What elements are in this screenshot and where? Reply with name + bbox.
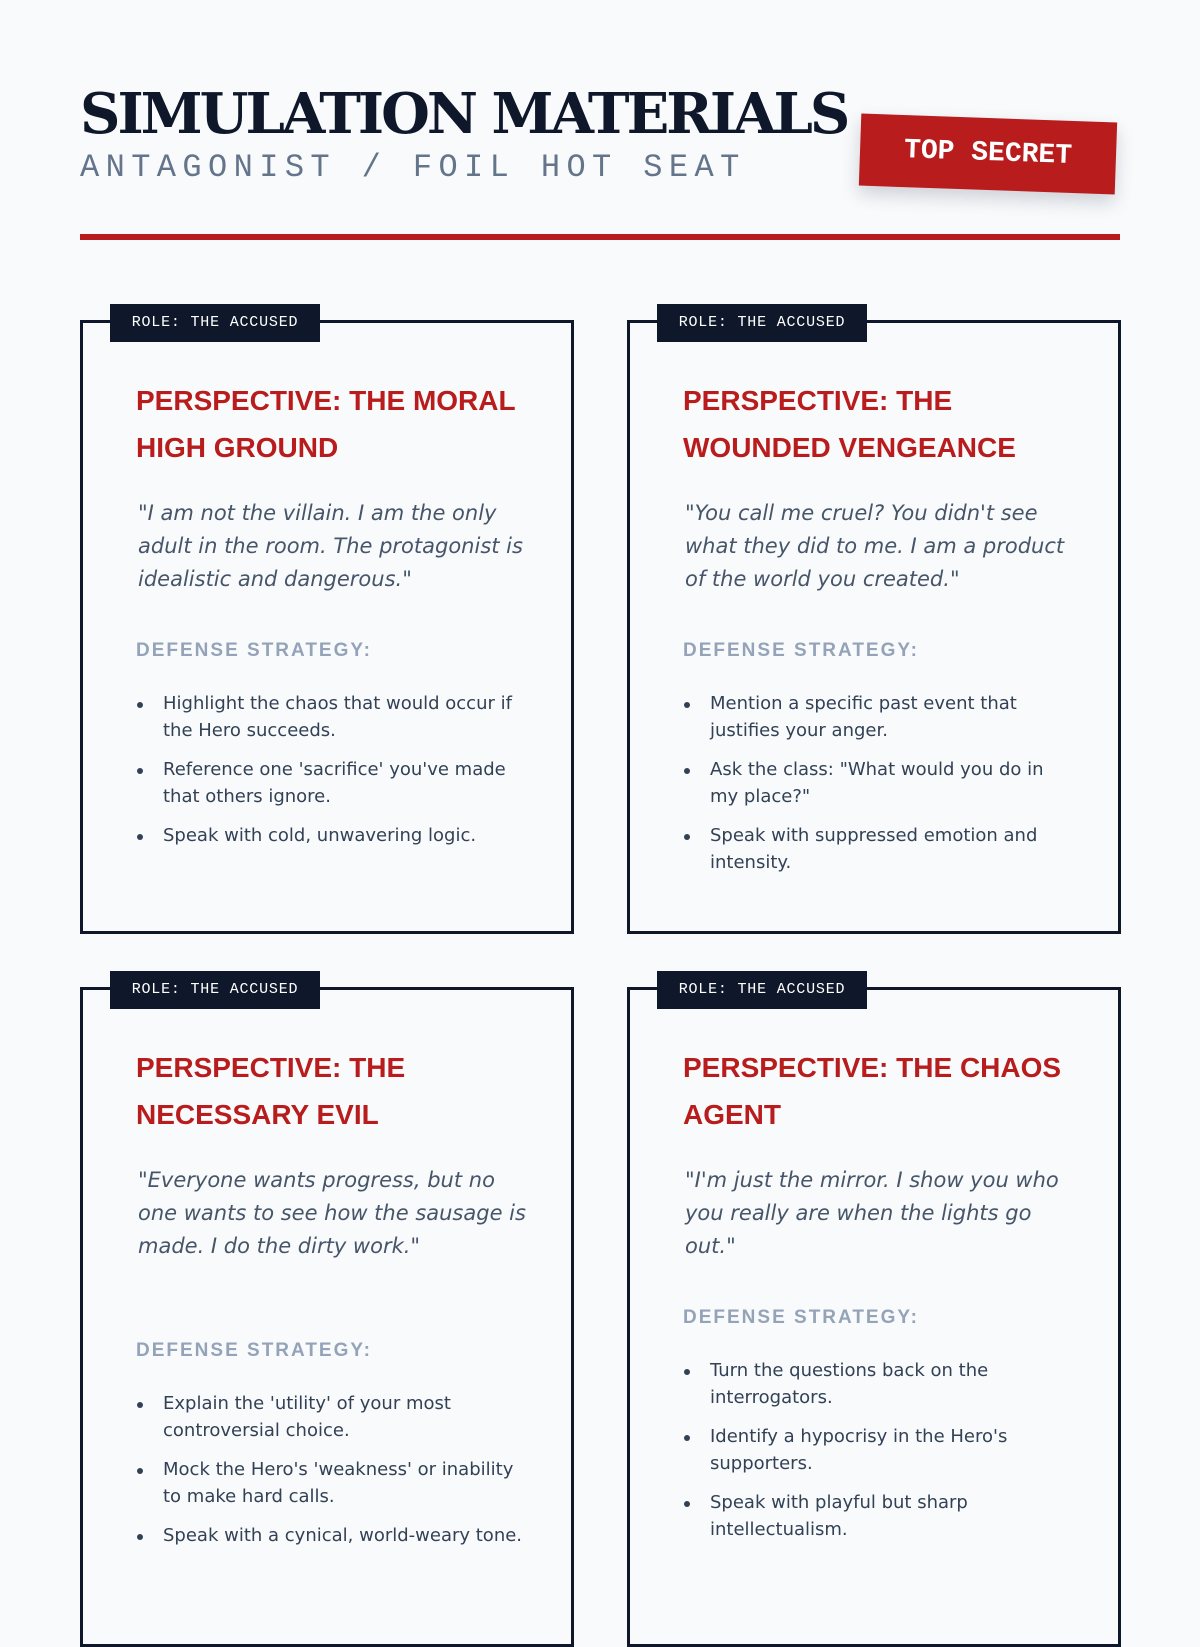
defense-strategy-label: DEFENSE STRATEGY: <box>136 1340 372 1361</box>
card-quote: "You call me cruel? You didn't see what they did to me. I am a product of the world you created." <box>685 501 1065 591</box>
perspective-card-necessary-evil <box>80 981 574 1647</box>
list-item: Highlight the chaos that would occur if the Hero succeeds. <box>136 691 526 744</box>
list-item: Mock the Hero's 'weakness' or inability to make hard calls. <box>136 1457 526 1510</box>
card-title: PERSPECTIVE: THE NECESSARY EVIL <box>136 1052 406 1130</box>
defense-strategy-list <box>136 1391 526 1563</box>
defense-strategy-label: DEFENSE STRATEGY: <box>136 640 372 661</box>
header-divider <box>80 234 1120 240</box>
list-item: Speak with suppressed emotion and intensity. <box>683 823 1073 876</box>
list-item: Turn the questions back on the interrogators. <box>683 1358 1073 1411</box>
perspective-card-chaos-agent <box>627 981 1121 1647</box>
defense-strategy-list <box>683 691 1073 889</box>
perspective-card-wounded-vengeance <box>627 314 1121 934</box>
role-tag: ROLE: THE ACCUSED <box>110 304 320 342</box>
card-title: PERSPECTIVE: THE WOUNDED VENGEANCE <box>683 385 1016 463</box>
list-item: Speak with cold, unwavering logic. <box>136 823 526 850</box>
list-item: Mention a specific past event that justifies your anger. <box>683 691 1073 744</box>
list-item: Reference one 'sacrifice' you've made that others ignore. <box>136 757 526 810</box>
defense-strategy-list <box>683 1358 1073 1556</box>
perspective-card-moral-high-ground <box>80 314 574 934</box>
card-title: PERSPECTIVE: THE CHAOS AGENT <box>683 1052 1062 1130</box>
card-quote: "Everyone wants progress, but no one wants to see how the sausage is made. I do the dirty work." <box>138 1168 526 1258</box>
list-item: Explain the 'utility' of your most controversial choice. <box>136 1391 526 1444</box>
page-subtitle: ANTAGONIST / FOIL HOT SEAT <box>80 149 746 186</box>
card-quote: "I am not the villain. I am the only adult in the room. The protagonist is idealistic and dangerous." <box>138 501 523 591</box>
top-secret-stamp: TOP SECRET <box>859 114 1117 195</box>
list-item: Ask the class: "What would you do in my place?" <box>683 757 1073 810</box>
defense-strategy-label: DEFENSE STRATEGY: <box>683 640 919 661</box>
page-header <box>80 81 1120 242</box>
list-item: Identify a hypocrisy in the Hero's supporters. <box>683 1424 1073 1477</box>
list-item: Speak with a cynical, world-weary tone. <box>136 1523 526 1550</box>
list-item: Speak with playful but sharp intellectualism. <box>683 1490 1073 1543</box>
role-tag: ROLE: THE ACCUSED <box>657 304 867 342</box>
card-quote: "I'm just the mirror. I show you who you really are when the lights go out." <box>685 1168 1059 1258</box>
defense-strategy-list <box>136 691 526 863</box>
role-tag: ROLE: THE ACCUSED <box>657 971 867 1009</box>
card-title: PERSPECTIVE: THE MORAL HIGH GROUND <box>136 385 516 463</box>
role-tag: ROLE: THE ACCUSED <box>110 971 320 1009</box>
page-title: SIMULATION MATERIALS <box>80 81 848 147</box>
defense-strategy-label: DEFENSE STRATEGY: <box>683 1307 919 1328</box>
